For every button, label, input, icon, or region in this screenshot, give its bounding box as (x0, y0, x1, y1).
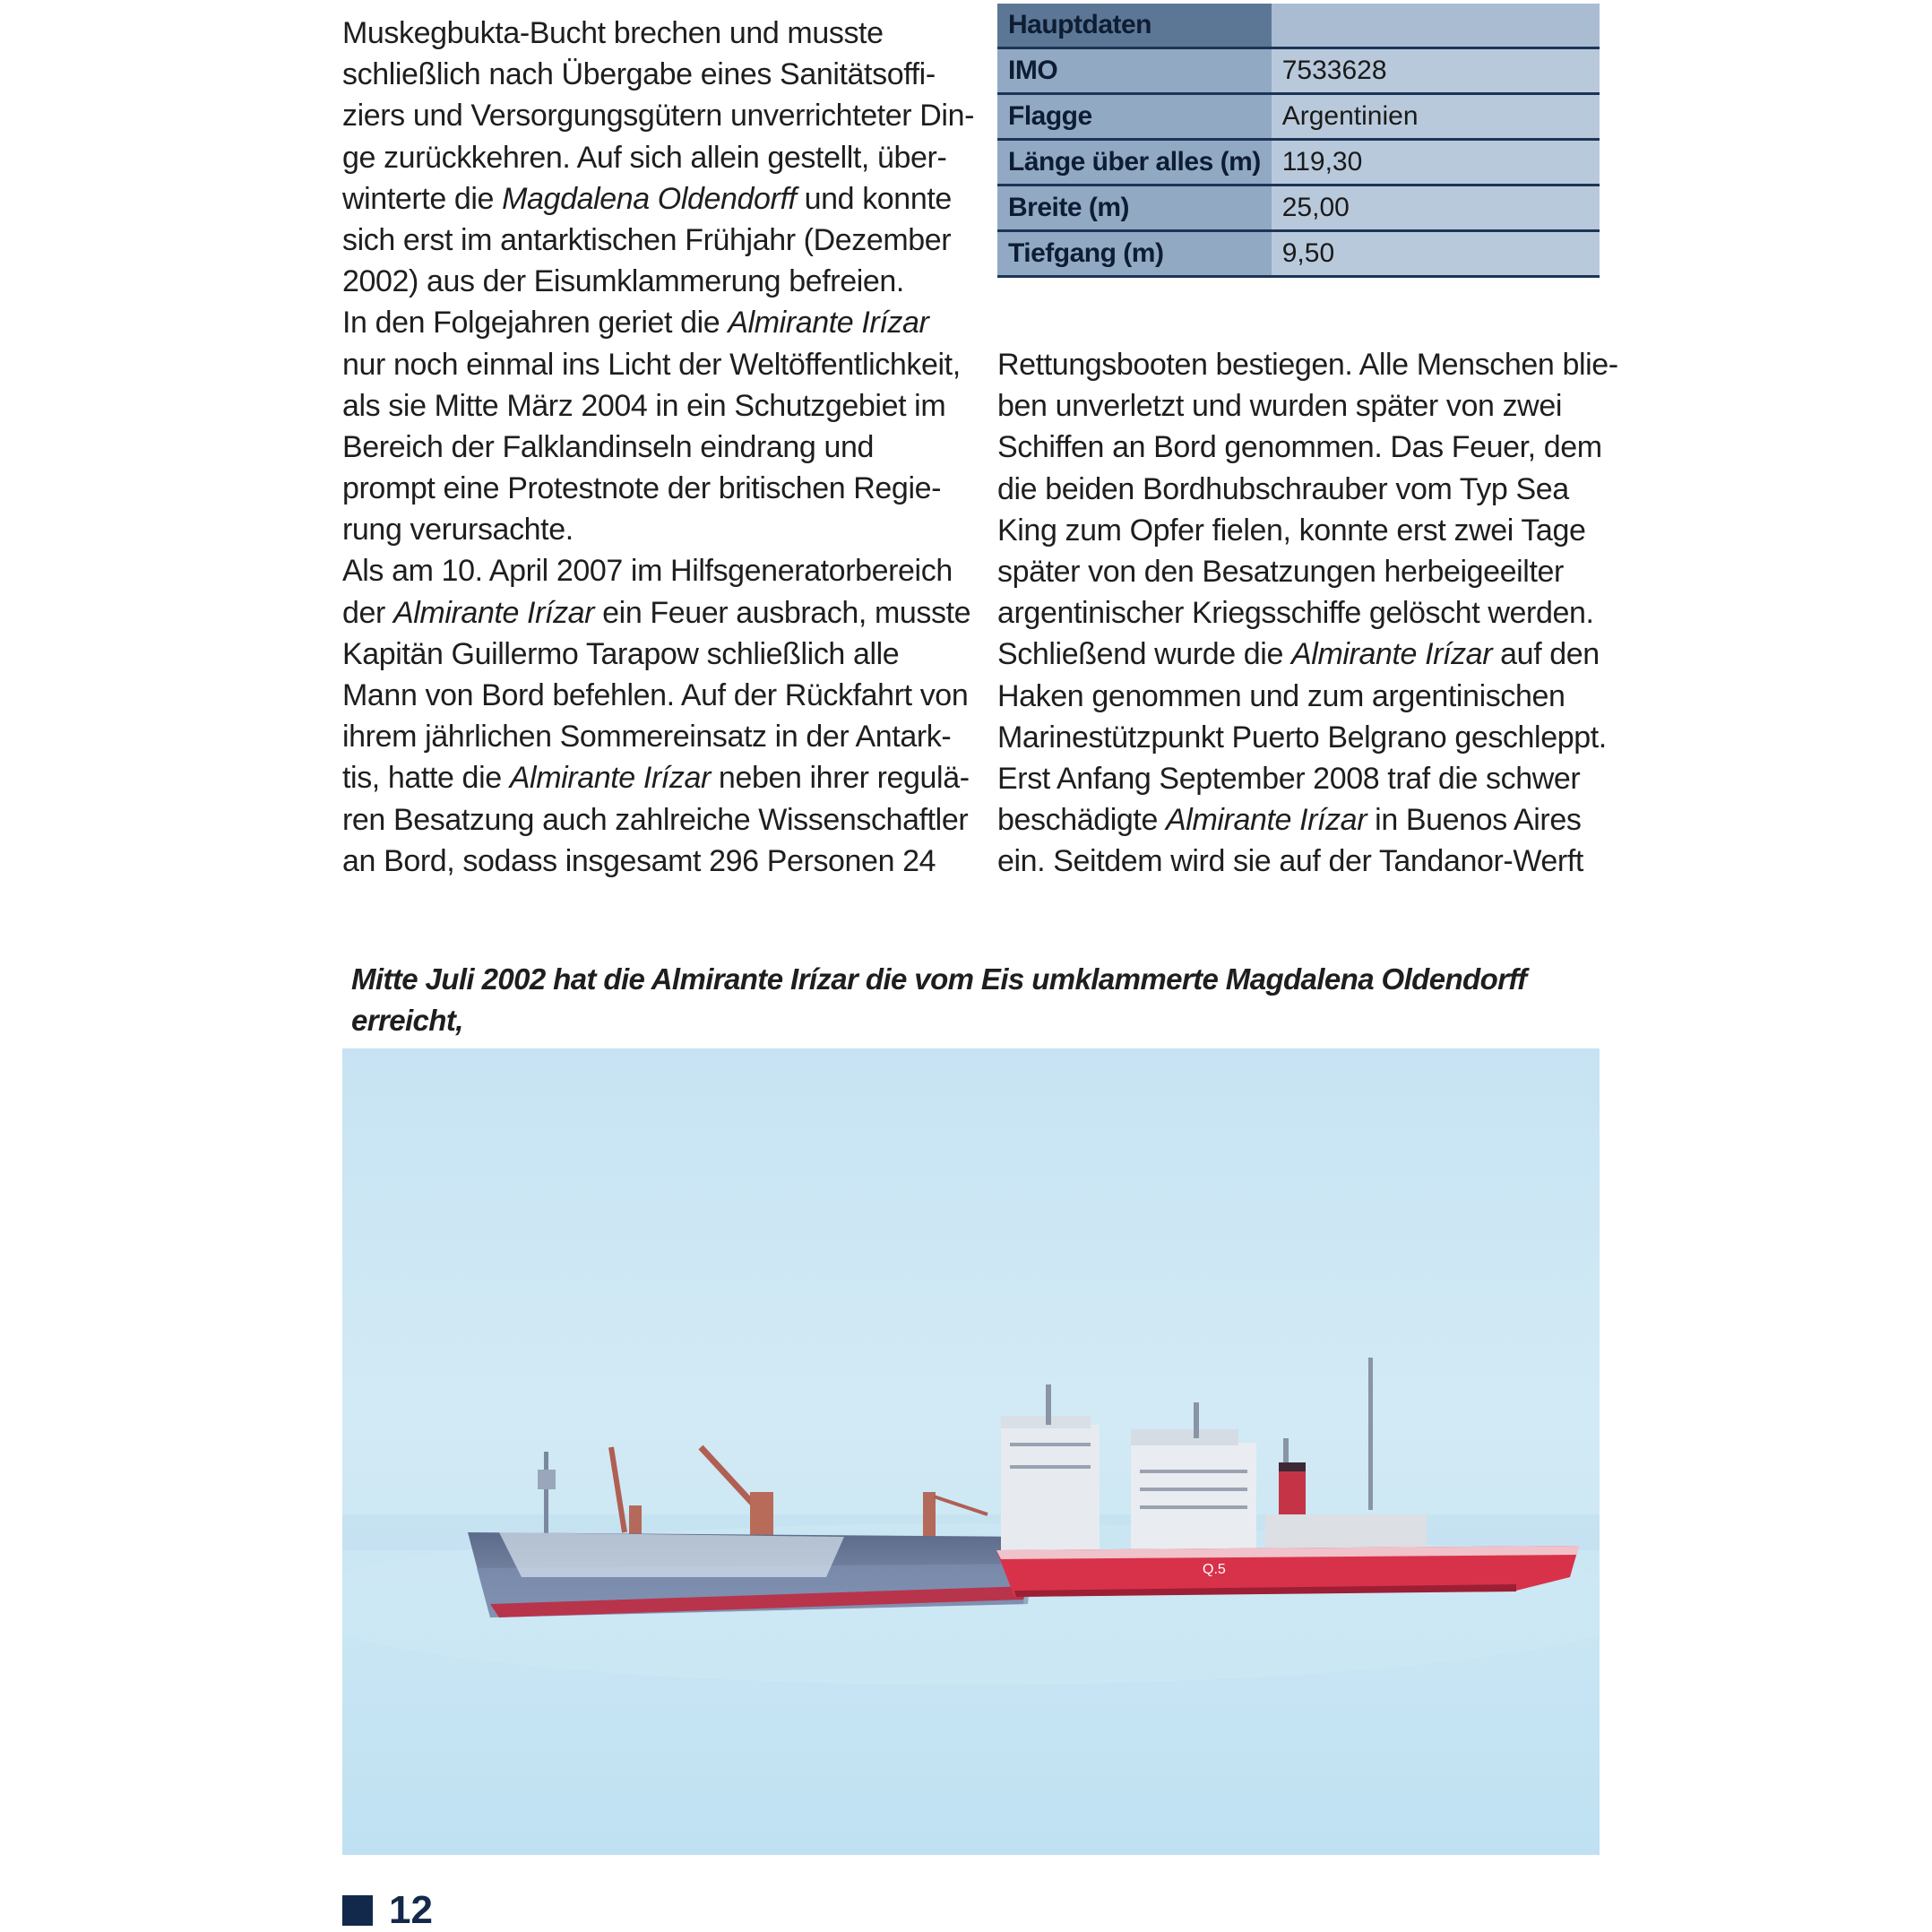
text-line (342, 261, 961, 302)
text-run: an Bord, sodass insgesamt 296 Personen 24 (342, 843, 936, 878)
table-row (997, 94, 1600, 140)
table-key: Tiefgang (m) (997, 231, 1272, 277)
text-line (997, 344, 1618, 385)
table-header-row (997, 4, 1600, 48)
text-line (997, 758, 1607, 799)
table-row (997, 140, 1600, 185)
table-value: Argentinien (1272, 94, 1600, 140)
text-run: ren Besatzung auch zahlreiche Wissenschaftler (342, 802, 969, 837)
text-line (342, 550, 961, 591)
table-header-empty (1272, 4, 1600, 48)
text-run: der (342, 595, 393, 630)
page-number: 12 (389, 1888, 433, 1932)
right-text-column (997, 344, 1618, 882)
text-line (342, 592, 971, 634)
text-line (342, 427, 961, 468)
ship-name: Magdalena Oldendorff (502, 181, 797, 216)
text-line (342, 841, 961, 882)
text-run: Muskegbukta-Bucht brechen und musste (342, 16, 884, 50)
text-run: und konnte (796, 181, 952, 216)
text-line (342, 716, 961, 757)
text-run: Rettungsbooten bestiegen. Alle Menschen blie- (997, 348, 1618, 382)
text-run: in Buenos Aires (1367, 803, 1582, 838)
text-run: Marinestützpunkt Puerto Belgrano geschleppt. (997, 720, 1607, 755)
text-line (997, 841, 1607, 882)
text-line (997, 427, 1607, 468)
text-run: nur noch einmal ins Licht der Weltöffentlichkeit, (342, 347, 961, 382)
text-line (342, 95, 975, 136)
text-line (342, 344, 961, 385)
table-key: Flagge (997, 94, 1272, 140)
text-line (997, 469, 1607, 510)
table-key: Breite (m) (997, 185, 1272, 231)
caption-line-1: Mitte Juli 2002 hat die Almirante Irízar die vom Eis umklammerte Magdalena Oldendorff erreicht, (351, 962, 1527, 1037)
table-row (997, 231, 1600, 277)
text-line (342, 468, 961, 509)
table-value: 119,30 (1272, 140, 1600, 185)
text-line (342, 137, 961, 178)
text-run: neben ihrer regulä- (710, 761, 970, 796)
ship-name: Almirante Irízar (393, 595, 595, 630)
table-key: IMO (997, 48, 1272, 94)
ship-name: Almirante Irízar (1166, 803, 1367, 838)
text-line (342, 13, 961, 54)
text-line (997, 676, 1607, 717)
text-run: rung verursachte. (342, 513, 574, 548)
text-line (997, 551, 1607, 592)
icebreaker-photo-illustration (342, 1048, 1600, 1855)
text-run: Schließend wurde die (997, 637, 1292, 672)
table-header: Hauptdaten (997, 4, 1272, 48)
text-line (342, 799, 969, 841)
text-line (997, 717, 1607, 758)
text-run: argentinischer Kriegsschiffe gelöscht werden. (997, 596, 1594, 631)
ship-name: Almirante Irízar (728, 306, 929, 341)
text-run: schließlich nach Übergabe eines Sanitätsoffi- (342, 57, 936, 92)
text-line (997, 799, 1607, 841)
ship-photo (342, 1048, 1600, 1855)
text-run: ben unverletzt und wurden später von zwei (997, 389, 1562, 424)
text-run: King zum Opfer fielen, konnte erst zwei Tage (997, 513, 1586, 548)
table-value: 25,00 (1272, 185, 1600, 231)
table-key: Länge über alles (m) (997, 140, 1272, 185)
text-run: ziers und Versorgungsgütern unverrichteter Din- (342, 99, 975, 134)
table-row (997, 48, 1600, 94)
text-run: ge zurückkehren. Auf sich allein gestellt, über- (342, 140, 947, 175)
ship-name: Almirante Irízar (1291, 637, 1493, 672)
text-line (342, 302, 961, 343)
ice-background (342, 1048, 1600, 1855)
text-line (997, 385, 1607, 427)
text-run: ein Feuer ausbrach, musste (594, 595, 971, 630)
text-line (997, 592, 1607, 634)
text-line (997, 510, 1607, 551)
text-run: Kapitän Guillermo Tarapow schließlich alle (342, 636, 900, 671)
text-run: Bereich der Falklandinseln eindrang und (342, 429, 875, 464)
text-line (342, 757, 970, 798)
page-marker-square-icon (342, 1895, 373, 1926)
text-line (342, 675, 969, 716)
text-run: In den Folgejahren geriet die (342, 306, 729, 341)
text-run: Als am 10. April 2007 im Hilfsgeneratorbereich (342, 554, 953, 589)
text-run: 2002) aus der Eisumklammerung befreien. (342, 264, 904, 299)
text-run: auf den (1492, 637, 1600, 672)
text-run: beschädigte (997, 803, 1167, 838)
ship-name: Almirante Irízar (509, 761, 711, 796)
text-line (342, 178, 961, 220)
table-value: 9,50 (1272, 231, 1600, 277)
text-run: sich erst im antarktischen Frühjahr (Dezember (342, 222, 952, 257)
text-run: winterte die (342, 181, 503, 216)
text-run: Erst Anfang September 2008 traf die schwer (997, 761, 1581, 796)
main-data-table (997, 4, 1600, 278)
text-line (997, 634, 1607, 675)
table-value: 7533628 (1272, 48, 1600, 94)
text-run: Mann von Bord befehlen. Auf der Rückfahrt von (342, 678, 969, 712)
hull-marking: Q.5 (1203, 1562, 1226, 1577)
text-run: Haken genommen und zum argentinischen (997, 678, 1565, 713)
text-run: später von den Besatzungen herbeigeeilter (997, 554, 1564, 589)
text-run: tis, hatte die (342, 761, 510, 796)
text-run: ihrem jährlichen Sommereinsatz in der Antark- (342, 720, 952, 755)
text-line (342, 220, 961, 261)
text-run: als sie Mitte März 2004 in ein Schutzgebiet im (342, 388, 946, 423)
text-line (342, 509, 961, 550)
text-line (342, 634, 961, 675)
text-run: ein. Seitdem wird sie auf der Tandanor-Werft (997, 844, 1583, 879)
left-text-column (342, 13, 975, 882)
text-run: die beiden Bordhubschrauber vom Typ Sea (997, 471, 1569, 506)
page-number-block (342, 1888, 433, 1932)
text-line (342, 385, 961, 427)
text-line (342, 54, 961, 95)
text-run: Schiffen an Bord genommen. Das Feuer, dem (997, 430, 1602, 465)
text-run: prompt eine Protestnote der britischen Regie- (342, 471, 942, 506)
table-row (997, 185, 1600, 231)
